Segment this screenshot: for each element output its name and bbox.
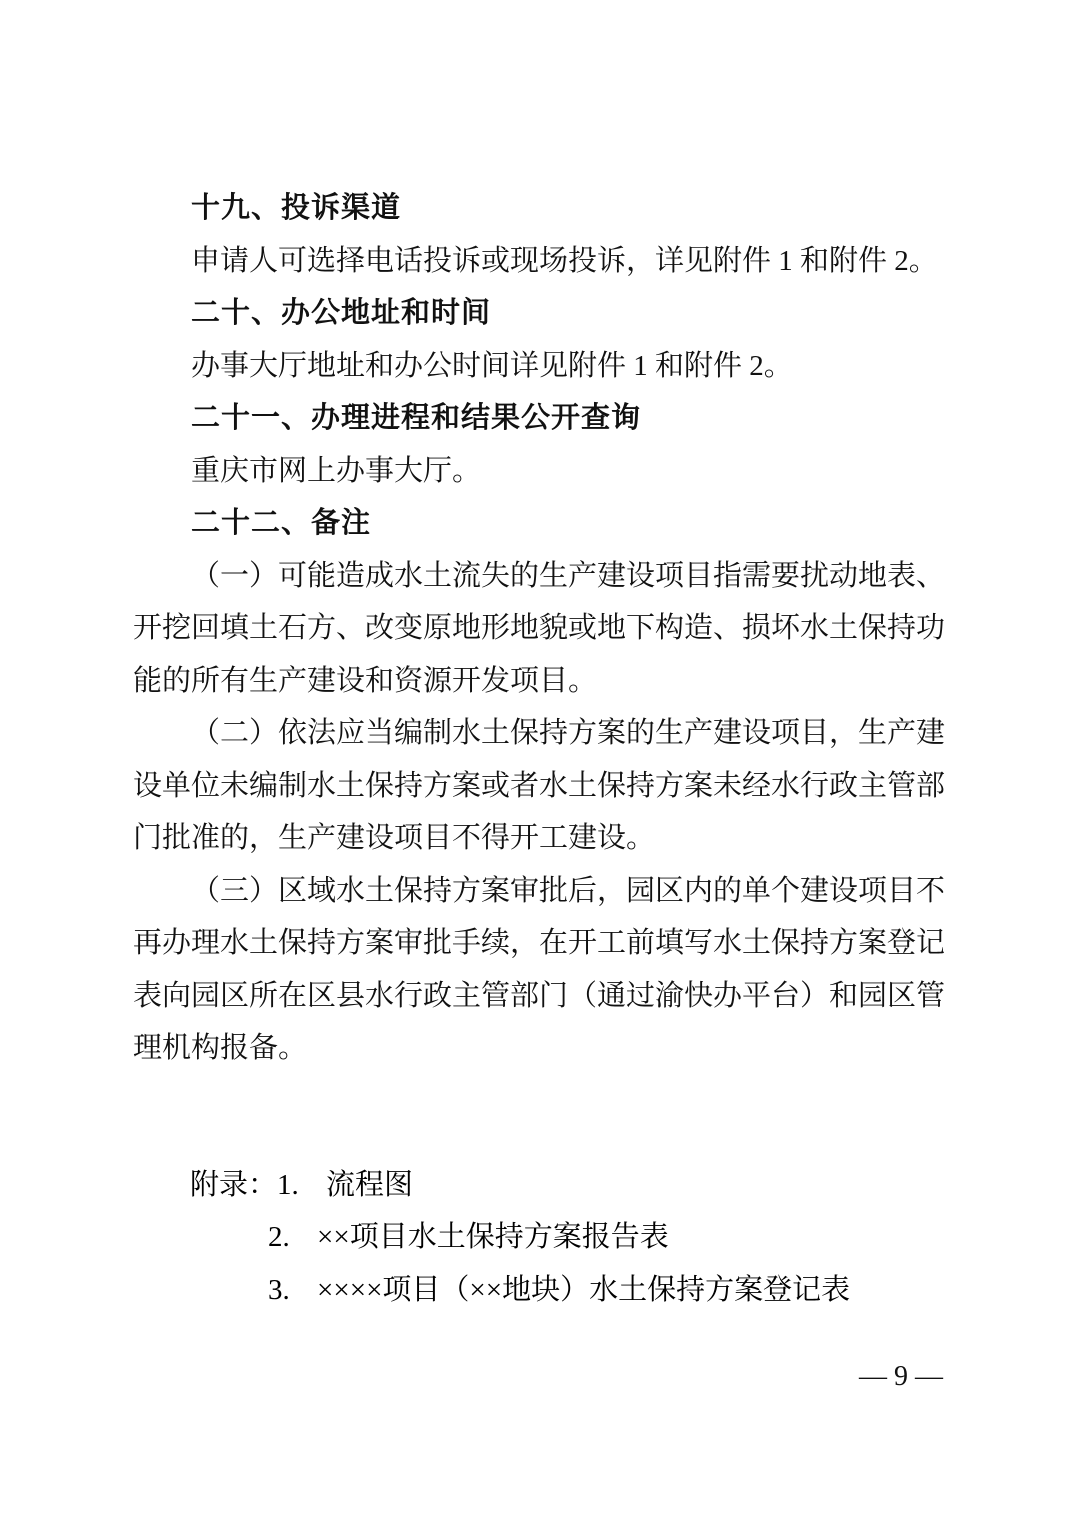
section-paragraph-note-1: （一）可能造成水土流失的生产建设项目指需要扰动地表、开挖回填土石方、改变原地形地貌或地下构造、损坏水土保持功能的所有生产建设和资源开发项目。 (133, 559, 946, 697)
appendix-label: 附录： (190, 1168, 278, 1201)
section-paragraph: 办事大厅地址和办公时间详见附件 1 和附件 2。 (191, 349, 793, 382)
appendix-label-spacer (190, 1264, 268, 1317)
appendix-list (133, 1159, 945, 1317)
section-heading-22: 二十二、备注 (191, 507, 372, 539)
appendix-item-number: 3. (268, 1273, 290, 1306)
appendix-item-text: ××××项目（××地块）水土保持方案登记表 (317, 1273, 851, 1306)
appendix-label-spacer (190, 1211, 268, 1264)
appendix-item (190, 1159, 945, 1212)
appendix-item-number: 1. (277, 1168, 299, 1201)
appendix-item-text: ××项目水土保持方案报告表 (317, 1221, 669, 1253)
appendix-item-number: 2. (268, 1221, 290, 1253)
page-number: — 9 — (859, 1361, 943, 1392)
section-paragraph: 申请人可选择电话投诉或现场投诉，详见附件 1 和附件 2。 (191, 244, 938, 277)
appendix-item (190, 1264, 945, 1317)
section-heading-19: 十九、投诉渠道 (191, 192, 402, 224)
appendix-item (190, 1211, 945, 1264)
section-paragraph-note-2: （二）依法应当编制水土保持方案的生产建设项目，生产建设单位未编制水土保持方案或者水土保持方案未经水行政主管部门批准的，生产建设项目不得开工建设。 (133, 717, 946, 854)
section-paragraph-note-3: （三）区域水土保持方案审批后，园区内的单个建设项目不再办理水土保持方案审批手续，在开工前填写水土保持方案登记表向园区所在区县水行政主管部门（通过渝快办平台）和园区管理机构报备。 (133, 874, 946, 1064)
section-heading-21: 二十一、办理进程和结果公开查询 (191, 402, 642, 434)
appendix-item-text: 流程图 (326, 1168, 414, 1201)
section-heading-20: 二十、办公地址和时间 (191, 297, 492, 329)
section-paragraph: 重庆市网上办事大厅。 (191, 454, 482, 487)
document-body (133, 182, 945, 1316)
